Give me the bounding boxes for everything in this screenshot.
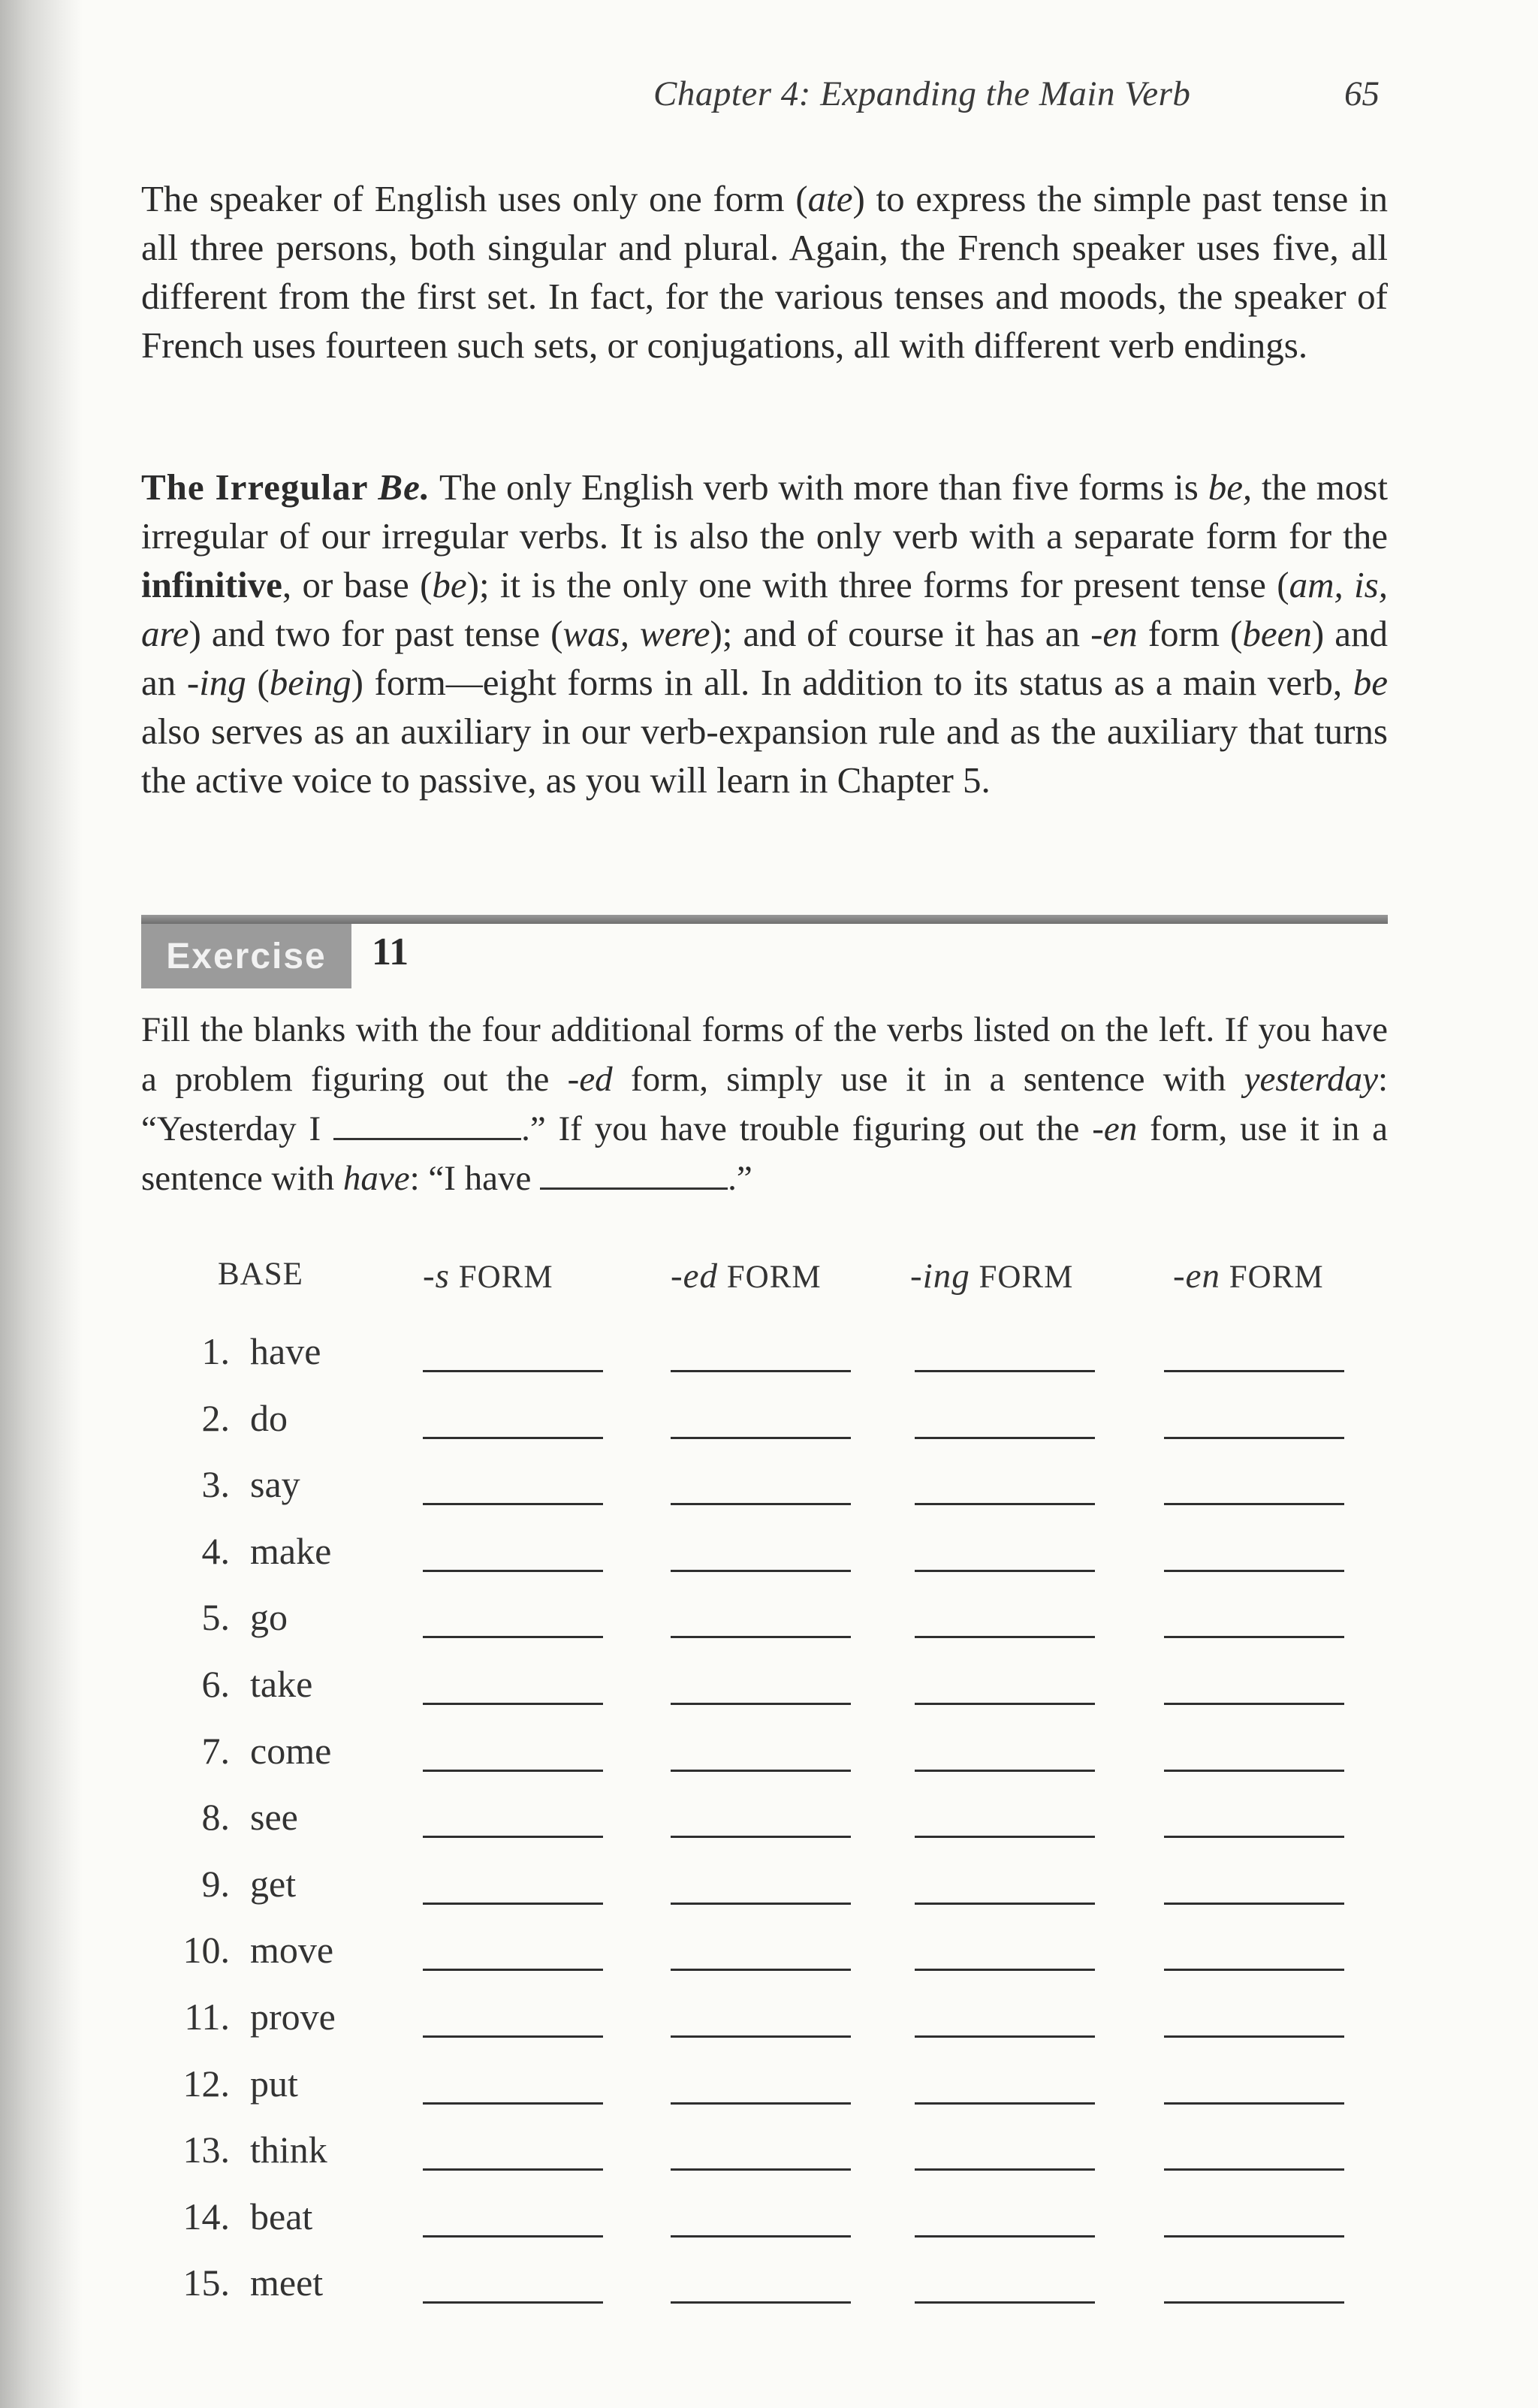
row-number: 14. (182, 2195, 230, 2238)
text-run-italic: yesterday (1244, 1060, 1378, 1099)
row-number: 1. (201, 1330, 230, 1372)
text-run: , or base ( (282, 564, 433, 605)
column-header-en-form (1173, 1256, 1324, 1296)
answer-blank-en-form[interactable] (1164, 1636, 1344, 1638)
base-verb: take (250, 1662, 313, 1705)
answer-blank-ing-form[interactable] (915, 1703, 1095, 1705)
answer-blank-ing-form[interactable] (915, 1636, 1095, 1638)
base-verb: get (250, 1862, 297, 1905)
column-header-form: FORM (1229, 1260, 1324, 1295)
exercise-divider-rule (141, 915, 1388, 924)
answer-blank-ing-form[interactable] (915, 1570, 1095, 1572)
answer-blank-s-form[interactable] (423, 2168, 603, 2171)
verb-table (0, 1329, 1538, 2328)
table-row (0, 2062, 1538, 2129)
column-header-base: BASE (218, 1257, 303, 1292)
text-run: .” (728, 1159, 752, 1198)
text-run: : “Yesterday I (141, 1060, 1388, 1148)
answer-blank-en-form[interactable] (1164, 1503, 1344, 1505)
text-run: ) and an (141, 613, 1388, 703)
base-verb: think (250, 2129, 327, 2171)
table-row (0, 2261, 1538, 2328)
answer-blank-s-form[interactable] (423, 2035, 603, 2038)
row-number: 12. (182, 2062, 230, 2105)
answer-blank-s-form[interactable] (423, 1903, 603, 1905)
base-verb: go (250, 1596, 288, 1639)
answer-blank-s-form[interactable] (423, 2235, 603, 2238)
text-run-italic: be, (1208, 466, 1253, 508)
paragraph-irregular-be (141, 463, 1388, 804)
table-row (0, 1462, 1538, 1529)
answer-blank-s-form[interactable] (423, 1437, 603, 1439)
text-run-italic: -en (1090, 613, 1138, 654)
table-row (0, 1662, 1538, 1729)
answer-blank-ing-form[interactable] (915, 1903, 1095, 1905)
row-number: 3. (201, 1463, 230, 1506)
answer-blank-ed-form[interactable] (671, 1636, 851, 1638)
text-run-italic: was, were (562, 613, 710, 654)
answer-blank-ed-form[interactable] (671, 1703, 851, 1705)
answer-blank-s-form[interactable] (423, 1636, 603, 1638)
answer-blank-en-form[interactable] (1164, 2102, 1344, 2105)
answer-blank-ing-form[interactable] (915, 2301, 1095, 2304)
text-run: ) to express the simple past tense in all three persons, both singular and plural. Again, the French speaker uses five, all different from the first set. In fact, for the various tenses and moods, the speaker of French uses fourteen such sets, or conjugations, all with different verb endings. (141, 178, 1388, 366)
answer-blank-en-form[interactable] (1164, 2168, 1344, 2171)
answer-blank-ed-form[interactable] (671, 1836, 851, 1838)
text-run-italic: being (269, 662, 351, 703)
answer-blank-ing-form[interactable] (915, 1836, 1095, 1838)
answer-blank-s-form[interactable] (423, 1570, 603, 1572)
text-run: Fill the blanks with the four additional forms of the verbs listed on the left. If you have a problem figuring out the (141, 1010, 1388, 1099)
row-number: 7. (201, 1729, 230, 1772)
answer-blank-ed-form[interactable] (671, 1437, 851, 1439)
row-number: 2. (201, 1396, 230, 1439)
text-run: The speaker of English uses only one form ( (141, 178, 808, 219)
answer-blank-ing-form[interactable] (915, 1370, 1095, 1372)
paragraph-past-tense (141, 174, 1388, 370)
column-header-form: FORM (979, 1260, 1074, 1295)
text-run-italic: ate (807, 178, 853, 219)
term-infinitive: infinitive (141, 564, 282, 605)
row-number: 15. (182, 2262, 230, 2304)
answer-blank-en-form[interactable] (1164, 1703, 1344, 1705)
row-number: 10. (182, 1929, 230, 1972)
answer-blank-ing-form[interactable] (915, 1770, 1095, 1772)
inline-blank[interactable] (333, 1111, 521, 1140)
exercise-label-badge: Exercise (141, 924, 351, 988)
answer-blank-ed-form[interactable] (671, 1503, 851, 1505)
answer-blank-en-form[interactable] (1164, 1570, 1344, 1572)
row-number: 6. (201, 1662, 230, 1705)
answer-blank-ed-form[interactable] (671, 1969, 851, 1971)
answer-blank-ed-form[interactable] (671, 2035, 851, 2038)
table-row (0, 2195, 1538, 2262)
table-row (0, 2128, 1538, 2195)
text-run-italic: -ed (567, 1060, 613, 1099)
base-verb: say (250, 1463, 300, 1506)
row-number: 4. (201, 1529, 230, 1572)
text-run: ); and of course it has an (710, 613, 1091, 654)
answer-blank-ed-form[interactable] (671, 1570, 851, 1572)
answer-blank-s-form[interactable] (423, 2102, 603, 2105)
table-row (0, 1862, 1538, 1929)
answer-blank-s-form[interactable] (423, 1969, 603, 1971)
answer-blank-en-form[interactable] (1164, 1969, 1344, 1971)
exercise-instructions (141, 1005, 1388, 1203)
text-run-italic: -en (1092, 1109, 1138, 1148)
answer-blank-en-form[interactable] (1164, 2235, 1344, 2238)
answer-blank-ed-form[interactable] (671, 1370, 851, 1372)
answer-blank-ing-form[interactable] (915, 2102, 1095, 2105)
text-run-italic: be (1353, 662, 1388, 703)
table-row (0, 1396, 1538, 1463)
answer-blank-ed-form[interactable] (671, 2102, 851, 2105)
table-row (0, 1795, 1538, 1862)
answer-blank-s-form[interactable] (423, 1836, 603, 1838)
table-row (0, 1595, 1538, 1662)
text-run: : “I have (409, 1159, 541, 1198)
base-verb: see (250, 1796, 298, 1839)
section-heading-be: Be. (378, 466, 431, 508)
text-run: ); it is the only one with three forms for present tense ( (466, 564, 1289, 605)
base-verb: make (250, 1529, 332, 1572)
answer-blank-ed-form[interactable] (671, 1903, 851, 1905)
base-verb: prove (250, 1995, 336, 2038)
answer-blank-ing-form[interactable] (915, 1437, 1095, 1439)
answer-blank-ing-form[interactable] (915, 1503, 1095, 1505)
base-verb: put (250, 2062, 298, 2105)
column-header-prefix: -en (1173, 1257, 1221, 1296)
answer-blank-en-form[interactable] (1164, 1370, 1344, 1372)
answer-blank-en-form[interactable] (1164, 1836, 1344, 1838)
answer-blank-ing-form[interactable] (915, 2168, 1095, 2171)
page-number: 65 (1344, 74, 1380, 113)
column-header-ing-form (910, 1256, 1073, 1296)
answer-blank-ing-form[interactable] (915, 2235, 1095, 2238)
column-header-prefix: -s (423, 1257, 450, 1296)
answer-blank-s-form[interactable] (423, 1503, 603, 1505)
row-number: 5. (201, 1596, 230, 1639)
text-run-italic: be (432, 564, 467, 605)
row-number: 8. (201, 1796, 230, 1839)
answer-blank-ed-form[interactable] (671, 2301, 851, 2304)
text-run: The only English verb with more than five forms is (430, 466, 1208, 508)
answer-blank-ed-form[interactable] (671, 2235, 851, 2238)
row-number: 11. (184, 1995, 230, 2038)
text-run: ) form—eight forms in all. In addition to its status as a main verb, (351, 662, 1353, 703)
text-run-italic: -ing (186, 662, 246, 703)
column-header-s-form (423, 1256, 553, 1296)
row-number: 13. (182, 2129, 230, 2171)
answer-blank-ing-form[interactable] (915, 1969, 1095, 1971)
answer-blank-ed-form[interactable] (671, 1770, 851, 1772)
table-row (0, 1329, 1538, 1396)
base-verb: do (250, 1396, 288, 1439)
base-verb: meet (250, 2262, 324, 2304)
text-run: form, simply use it in a sentence with (612, 1060, 1244, 1099)
section-heading: The Irregular (141, 466, 369, 508)
text-run: also serves as an auxiliary in our verb-expansion rule and as the auxiliary that turns the active voice to passive, as you will learn in Chapter 5. (141, 711, 1388, 801)
answer-blank-en-form[interactable] (1164, 1437, 1344, 1439)
exercise-number: 11 (372, 931, 409, 973)
column-header-prefix: -ed (671, 1257, 719, 1296)
inline-blank[interactable] (540, 1160, 728, 1190)
base-verb: have (250, 1330, 321, 1372)
text-run: ) and two for past tense ( (188, 613, 563, 654)
table-row (0, 1928, 1538, 1995)
answer-blank-ed-form[interactable] (671, 2168, 851, 2171)
text-run-italic: been (1242, 613, 1312, 654)
column-header-prefix: -ing (910, 1257, 970, 1296)
text-run-italic: am, is, are (141, 564, 1388, 654)
text-run: form, use it in a sentence with (141, 1109, 1388, 1198)
column-header-form: FORM (458, 1260, 553, 1295)
answer-blank-s-form[interactable] (423, 2301, 603, 2304)
column-header-form: FORM (726, 1260, 822, 1295)
answer-blank-s-form[interactable] (423, 1703, 603, 1705)
base-verb: move (250, 1929, 334, 1972)
answer-blank-en-form[interactable] (1164, 1770, 1344, 1772)
text-run: ( (246, 662, 270, 703)
base-verb: beat (250, 2195, 313, 2238)
text-run-italic: have (342, 1159, 410, 1198)
text-run: form ( (1137, 613, 1243, 654)
answer-blank-en-form[interactable] (1164, 2035, 1344, 2038)
text-run: .” If you have trouble figuring out the (521, 1109, 1093, 1148)
column-header-ed-form (671, 1256, 822, 1296)
row-number: 9. (201, 1862, 230, 1905)
table-row (0, 1529, 1538, 1596)
running-head: Chapter 4: Expanding the Main Verb (653, 74, 1191, 113)
answer-blank-en-form[interactable] (1164, 1903, 1344, 1905)
table-row (0, 1995, 1538, 2062)
answer-blank-ing-form[interactable] (915, 2035, 1095, 2038)
answer-blank-s-form[interactable] (423, 1370, 603, 1372)
text-run: the most irregular of our irregular verbs. It is also the only verb with a separate form for the (141, 466, 1388, 557)
answer-blank-en-form[interactable] (1164, 2301, 1344, 2304)
table-row (0, 1729, 1538, 1796)
answer-blank-s-form[interactable] (423, 1770, 603, 1772)
base-verb: come (250, 1729, 332, 1772)
